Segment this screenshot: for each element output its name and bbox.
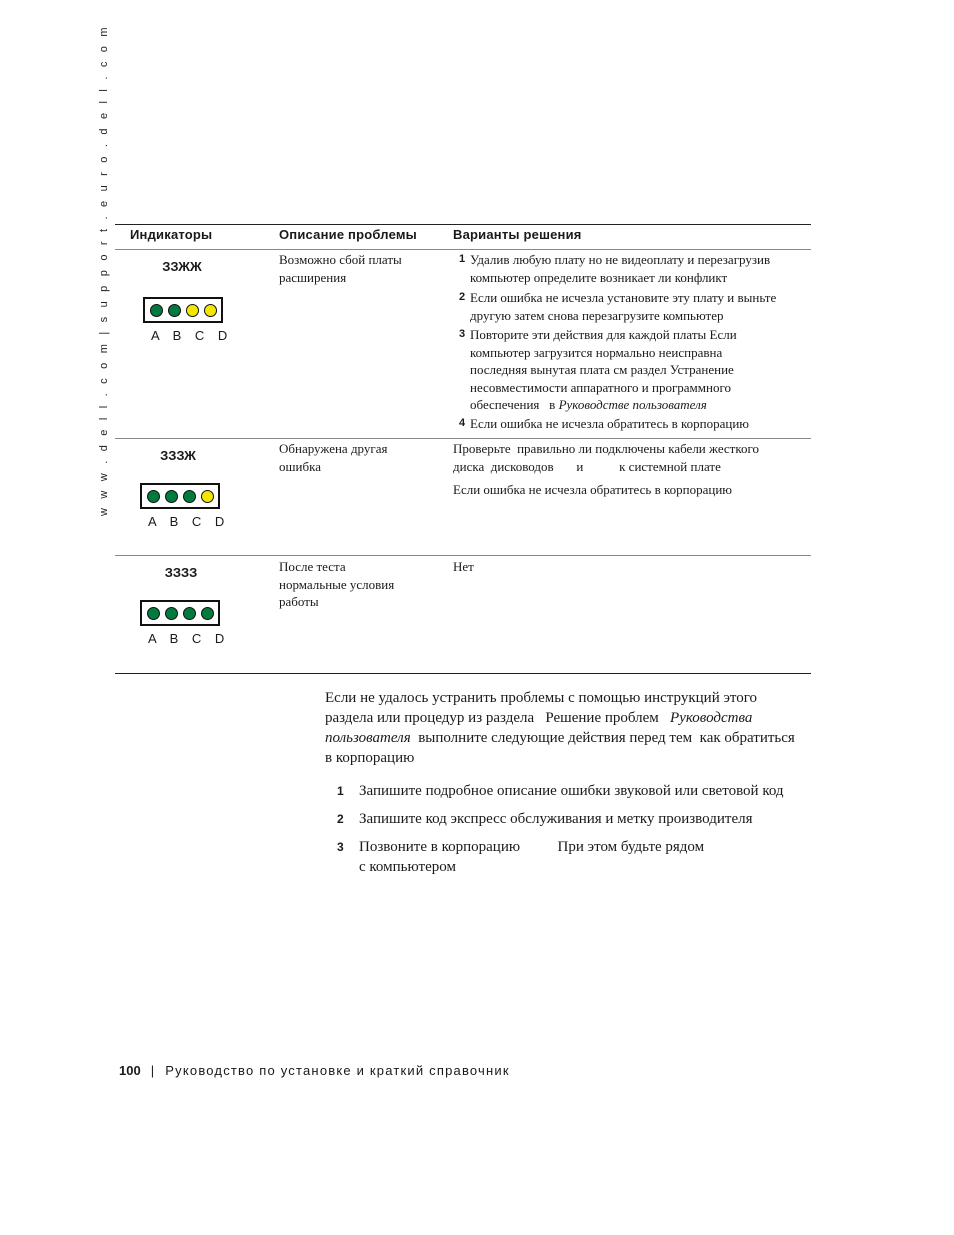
led-b-icon [165, 607, 178, 620]
footer-title: Руководство по установке и краткий справочник [165, 1063, 510, 1078]
led-b-icon [168, 304, 181, 317]
table-row-rule [115, 555, 811, 556]
table-top-rule [115, 224, 811, 225]
diagnostic-led-panel [143, 297, 223, 323]
problem-description: Обнаружена другая ошибка [279, 441, 388, 474]
indicator-code: ЗЗЗЗ [164, 565, 198, 580]
led-d-icon [204, 304, 217, 317]
led-labels: A B C D [148, 631, 230, 646]
diagnostic-led-panel [140, 483, 220, 509]
table-row-rule [115, 438, 811, 439]
led-a-icon [150, 304, 163, 317]
led-d-icon [201, 490, 214, 503]
led-d-icon [201, 607, 214, 620]
solution-text: Нет [453, 559, 474, 574]
led-c-icon [183, 607, 196, 620]
header-solutions: Варианты решения [453, 227, 582, 242]
list-item: 3 Позвоните в корпорацию При этом будьте рядом с компьютером [337, 839, 705, 875]
solution-step: 3 Повторите эти действия для каждой платы Если компьютер загрузится нормально неисправна последняя вынутая плата см раздел Устранение несовместимости аппаратного и программного обеспечения в Руководстве пользователя [459, 327, 737, 412]
indicator-code: ЗЗЗЖ [160, 448, 196, 463]
solution-step: 4 Если ошибка не исчезла обратитесь в корпорацию [459, 416, 749, 431]
page-number: 100 [119, 1063, 141, 1078]
led-labels: A B C D [148, 514, 230, 529]
led-labels: A B C D [151, 328, 233, 343]
table-bottom-rule [115, 673, 811, 674]
diagnostic-led-panel [140, 600, 220, 626]
led-c-icon [186, 304, 199, 317]
list-item: 1 Запишите подробное описание ошибки звуковой или световой код [337, 783, 784, 799]
indicator-code: ЗЗЖЖ [162, 259, 202, 274]
footer-separator: | [150, 1063, 156, 1078]
header-problem: Описание проблемы [279, 227, 417, 242]
header-indicators: Индикаторы [130, 227, 213, 242]
led-b-icon [165, 490, 178, 503]
problem-description: Возможно сбой платы расширения [279, 252, 402, 285]
solution-text: Проверьте правильно ли подключены кабели жесткого диска дисководов и к системной плате [453, 441, 760, 474]
page-footer [119, 1063, 510, 1078]
solution-text: Если ошибка не исчезла обратитесь в корпорацию [453, 482, 732, 497]
problem-description: После теста нормальные условия работы [279, 559, 395, 609]
solution-step: 1 Удалив любую плату но не видеоплату и перезагрузив компьютер определите возникает ли конфликт [459, 252, 771, 285]
sidebar-url: w w w . d e l l . c o m | s u p p o r t . e u r o . d e l l . c o m [98, 24, 110, 516]
list-item: 2 Запишите код экспресс обслуживания и метку производителя [337, 811, 753, 827]
table-header-rule [115, 249, 811, 250]
led-a-icon [147, 607, 160, 620]
led-c-icon [183, 490, 196, 503]
solution-step: 2 Если ошибка не исчезла установите эту плату и выньте другую затем снова перезагрузите компьютер [459, 290, 777, 323]
led-a-icon [147, 490, 160, 503]
intro-paragraph: Если не удалось устранить проблемы с помощью инструкций этого раздела или процедур из раздела Решение проблем Руководства пользователя выполните следующие действия перед тем как обратиться в корпорацию [325, 690, 795, 766]
